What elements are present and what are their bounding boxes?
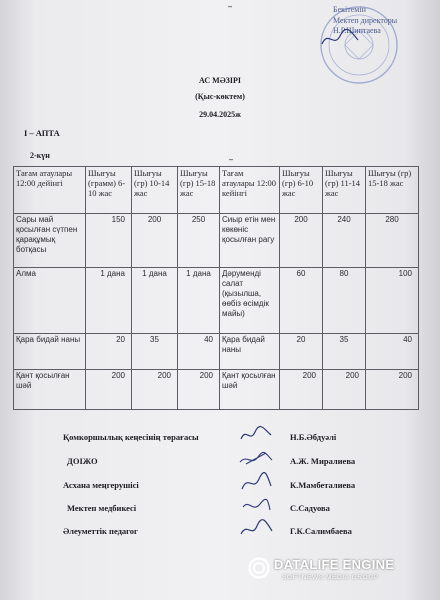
table-row xyxy=(14,334,419,370)
header-cell: Шығуы (грамм) 6-10 жас xyxy=(86,167,132,214)
handwritten-signature-icon xyxy=(238,448,274,470)
table-cell: Дәруменді салат (қызылша, өөбіз өсімдік майы) xyxy=(220,268,280,334)
watermark-subtitle: SOFTNEWS MEDIA GROUP xyxy=(282,574,379,581)
signatory-role: Қомкоршылық кеңесінің төрағасы xyxy=(63,432,199,442)
signatory-role: Әлеуметтік педагог xyxy=(63,526,138,536)
signatory-name: С.Садуова xyxy=(290,503,330,513)
header-cell: Шығуы (гр) 15-18 жас xyxy=(178,167,220,214)
datalife-logo-icon xyxy=(248,557,270,579)
table-cell: 200 xyxy=(323,370,366,410)
table-cell: 1 дана xyxy=(132,268,178,334)
table-cell: 280 xyxy=(366,214,419,268)
table-cell: 80 xyxy=(323,268,366,334)
header-cell: Тағам атаулары 12:00 кейінгі xyxy=(220,167,280,214)
mid-dash: – xyxy=(229,155,233,164)
header-cell: Шығуы (гр) 11-14 жас xyxy=(323,167,366,214)
table-cell: 240 xyxy=(323,214,366,268)
header-cell: Тағам атаулары 12:00 дейінгі xyxy=(14,167,86,214)
table-cell: 200 xyxy=(86,370,132,410)
table-cell: 35 xyxy=(323,334,366,370)
signatory-name: Н.Б.Әбдуәлі xyxy=(290,432,337,442)
week-label: I – АПТА xyxy=(24,128,60,138)
table-cell: 200 xyxy=(132,370,178,410)
signature-row xyxy=(0,522,440,542)
table-header-row xyxy=(14,167,419,214)
table-cell: 100 xyxy=(366,268,419,334)
table-cell: 200 xyxy=(366,370,419,410)
day-label: 2-күн xyxy=(30,151,50,160)
menu-table xyxy=(13,166,419,410)
table-cell: 35 xyxy=(132,334,178,370)
table-cell: Қара бидай наны xyxy=(14,334,86,370)
table-row xyxy=(14,370,419,410)
table-cell: 150 xyxy=(86,214,132,268)
signatory-role: ДОІЖО xyxy=(67,456,98,466)
approval-name: Н.Р.Шиптаева xyxy=(333,26,381,35)
table-cell: 200 xyxy=(178,370,220,410)
handwritten-signature-icon xyxy=(238,518,274,540)
table-row xyxy=(14,268,419,334)
signatory-role: Мектеп медбикесі xyxy=(67,503,137,513)
signatory-name: Г.К.Салимбаева xyxy=(290,526,352,536)
table-cell: 200 xyxy=(280,214,323,268)
table-cell: Қара бидай наны xyxy=(220,334,280,370)
menu-title: АС МӘЗІРІ xyxy=(199,76,241,85)
signature-row xyxy=(0,499,440,519)
director-signature-icon xyxy=(318,26,362,52)
table-cell: Сары май қосылған сүтпен қарақұмық ботқасы xyxy=(14,214,86,268)
table-cell: 1 дана xyxy=(86,268,132,334)
table-cell: 200 xyxy=(132,214,178,268)
handwritten-signature-icon xyxy=(238,472,274,494)
menu-date: 29.04.2025ж xyxy=(199,110,241,119)
signatory-name: К.Мамбеталиева xyxy=(290,480,356,490)
site-watermark xyxy=(248,555,428,587)
table-cell: 250 xyxy=(178,214,220,268)
table-cell: 40 xyxy=(178,334,220,370)
approval-position: Мектеп директоры xyxy=(333,15,398,25)
menu-season: (Қыс-көктем) xyxy=(195,92,245,101)
table-cell: Алма xyxy=(14,268,86,334)
approval-title: Бекітемін xyxy=(333,5,366,14)
header-cell: Шығуы (гр) 6-10 жас xyxy=(280,167,323,214)
handwritten-signature-icon xyxy=(238,424,274,446)
table-cell: 20 xyxy=(86,334,132,370)
table-cell: Қант қосылған шәй xyxy=(220,370,280,410)
signature-row xyxy=(0,428,440,448)
table-cell: 1 дана xyxy=(178,268,220,334)
table-cell: 40 xyxy=(366,334,419,370)
header-cell: Шығуы (гр) 10-14 жас xyxy=(132,167,178,214)
signature-row xyxy=(0,476,440,496)
signatory-name: А.Ж. Миралиева xyxy=(290,456,356,466)
table-cell: 200 xyxy=(280,370,323,410)
header-cell: Шығуы (гр) 15-18 жас xyxy=(366,167,419,214)
table-cell: Қант қосылған шәй xyxy=(14,370,86,410)
handwritten-signature-icon xyxy=(238,495,274,517)
table-cell: Сиыр етін мен көкөніс қосылған рагу xyxy=(220,214,280,268)
table-cell: 60 xyxy=(280,268,323,334)
signatory-role: Асхана меңгерушісі xyxy=(63,480,139,490)
table-row xyxy=(14,214,419,268)
signature-row xyxy=(0,452,440,472)
watermark-brand: DATALIFE ENGINE xyxy=(274,557,395,572)
top-dash: – xyxy=(228,2,232,11)
table-cell: 20 xyxy=(280,334,323,370)
